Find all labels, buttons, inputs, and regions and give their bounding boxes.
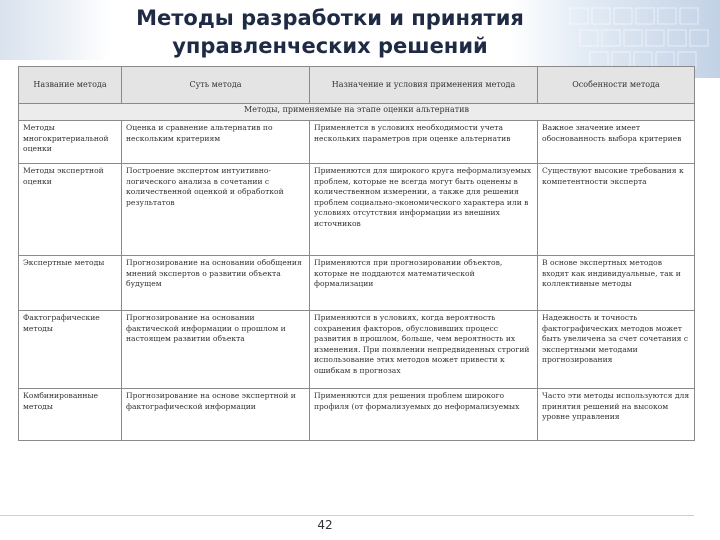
- header-method-name: Название метода: [19, 67, 122, 104]
- footer-divider: [0, 515, 694, 516]
- header-method-essence: Суть метода: [122, 67, 310, 104]
- section-row: [19, 104, 695, 121]
- cell-method-purpose: Применяются для решения проблем широкого профиля (от формализуемых до неформализуемых: [310, 389, 538, 441]
- cell-method-name: Комбинированные методы: [19, 389, 122, 441]
- cell-method-purpose: Применяется в условиях необходимости учета нескольких параметров при оценке альтернатив: [310, 121, 538, 164]
- cell-method-name: Экспертные методы: [19, 256, 122, 311]
- table-row: [19, 389, 695, 441]
- cell-method-name: Методы экспертной оценки: [19, 164, 122, 256]
- table-row: [19, 121, 695, 164]
- header-method-purpose: Назначение и условия применения метода: [310, 67, 538, 104]
- table-row: [19, 164, 695, 256]
- cell-method-features: Существуют высокие требования к компетентности эксперта: [538, 164, 695, 256]
- cell-method-essence: Прогнозирование на основании обобщения мнений экспертов о развитии объекта будущем: [122, 256, 310, 311]
- cell-method-name: Фактографические методы: [19, 311, 122, 389]
- section-label: Методы, применяемые на этапе оценки альтернатив: [19, 104, 695, 121]
- slide-title: [0, 4, 660, 60]
- methods-table: [18, 66, 695, 441]
- cell-method-features: Важное значение имеет обоснованность выбора критериев: [538, 121, 695, 164]
- cell-method-features: Часто эти методы используются для принятия решений на высоком уровне управления: [538, 389, 695, 441]
- cell-method-essence: Прогнозирование на основе экспертной и фактографической информации: [122, 389, 310, 441]
- cell-method-purpose: Применяются в условиях, когда вероятность сохранения факторов, обусловивших процесс развития в прошлом, больше, чем вероятность их изменения. При появлении непредвиденных строгий использование этих методов может привести к ошибкам в прогнозах: [310, 311, 538, 389]
- cell-method-essence: Прогнозирование на основании фактической информации о прошлом и настоящем развитии объекта: [122, 311, 310, 389]
- table-header-row: [19, 67, 695, 104]
- page-number: 42: [317, 518, 333, 532]
- slide-title-line-1: Методы разработки и принятия: [136, 6, 524, 30]
- cell-method-essence: Построение экспертом интуитивно-логического анализа в сочетании с количественной оценкой и обработкой результатов: [122, 164, 310, 256]
- cell-method-essence: Оценка и сравнение альтернатив по нескольким критериям: [122, 121, 310, 164]
- table-row: [19, 256, 695, 311]
- table-row: [19, 311, 695, 389]
- slide-title-line-2: управленческих решений: [172, 34, 488, 58]
- cell-method-purpose: Применяются для широкого круга неформализуемых проблем, которые не всегда могут быть оценены в количественном измерении, а также для решения проблем социально-экономического характера или в условиях отсутствия информации из внешних источников: [310, 164, 538, 256]
- cell-method-features: Надежность и точность фактографических методов может быть увеличена за счет сочетания с экспертными методами прогнозирования: [538, 311, 695, 389]
- cell-method-features: В основе экспертных методов входят как индивидуальные, так и коллективные методы: [538, 256, 695, 311]
- cell-method-purpose: Применяются при прогнозировании объектов, которые не поддаются математической формализации: [310, 256, 538, 311]
- cell-method-name: Методы многокритериальной оценки: [19, 121, 122, 164]
- header-method-features: Особенности метода: [538, 67, 695, 104]
